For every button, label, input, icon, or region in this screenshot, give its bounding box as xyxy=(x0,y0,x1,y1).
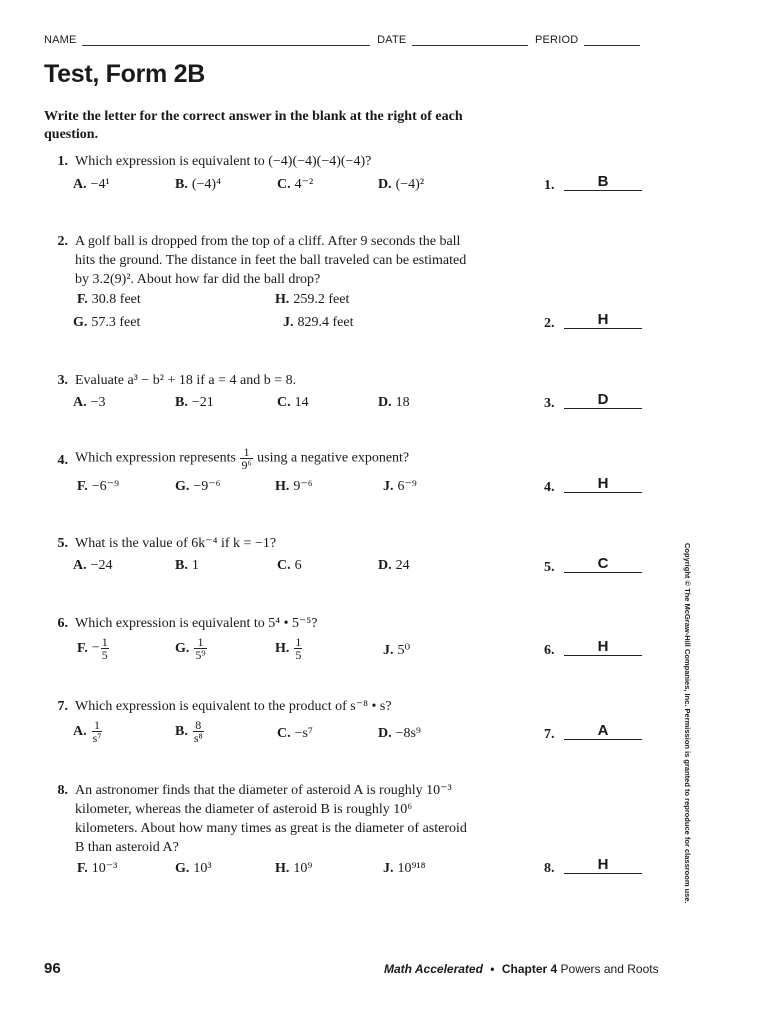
question-7 xyxy=(44,697,484,749)
answer-blank-4[interactable]: 4. H xyxy=(544,472,654,496)
option-d: D. (−4)² xyxy=(378,177,425,192)
question-text: Which expression is equivalent to (−4)(−4)(−4)(−4)? xyxy=(75,154,372,169)
question-text: Which expression is equivalent to the product of s⁻⁸ • s? xyxy=(75,699,392,714)
option-g: G. 57.3 feet xyxy=(73,315,141,330)
date-field[interactable] xyxy=(412,34,528,46)
question-number: 7. xyxy=(57,699,68,714)
question-1 xyxy=(44,152,484,192)
question-5 xyxy=(44,534,484,574)
question-text: Which expression is equivalent to 5⁴ • 5⁻⁵? xyxy=(75,616,318,631)
option-c: C. 4⁻² xyxy=(277,177,314,192)
option-b: B. (−4)⁴ xyxy=(175,177,221,192)
period-field[interactable] xyxy=(584,34,640,46)
book-title: Math Accelerated xyxy=(384,962,483,976)
instructions: Write the letter for the correct answer in the blank at the right of each question. xyxy=(44,109,463,142)
option-f: F. −6⁻⁹ xyxy=(77,479,119,494)
option-c: C. 6 xyxy=(277,558,302,573)
answer-value: H xyxy=(597,638,609,655)
name-label: NAME xyxy=(44,34,77,46)
page-number: 96 xyxy=(44,960,61,977)
question-text: Which expression represents $\frac{1}{\text{9⁶}}$ using a negative exponent? xyxy=(75,445,410,472)
option-j: J. 6⁻⁹ xyxy=(383,479,417,494)
option-c: C. −s⁷ xyxy=(277,726,313,741)
option-h: H. 259.2 feet xyxy=(275,292,350,307)
option-d: D. −8s⁹ xyxy=(378,726,421,741)
question-6 xyxy=(44,614,484,666)
footer-bullet: • xyxy=(490,962,495,976)
option-h: H. 10⁹ xyxy=(275,861,313,876)
student-info-header xyxy=(44,34,644,46)
question-number: 1. xyxy=(57,154,68,169)
question-8 xyxy=(44,781,484,881)
question-4 xyxy=(44,446,484,496)
date-label: DATE xyxy=(377,34,407,46)
answer-blank-1[interactable]: 1. B xyxy=(544,170,654,194)
answer-value: H xyxy=(597,311,609,328)
answer-blank-5[interactable]: 5. C xyxy=(544,552,654,576)
answer-blank-2[interactable]: 2. H xyxy=(544,308,654,332)
fraction: $\frac{1}{\text{9⁶}}$ xyxy=(241,445,252,472)
option-c: C. 14 xyxy=(277,395,309,410)
copyright-notice: Copyright © The McGraw-Hill Companies, Inc. Permission is granted to reproduce for classroom use. xyxy=(683,543,692,904)
footer-chapter-info xyxy=(384,962,659,976)
answer-blank-7[interactable]: 7. A xyxy=(544,719,654,743)
answer-blank-6[interactable]: 6. H xyxy=(544,635,654,659)
option-g: G. 10³ xyxy=(175,861,212,876)
question-number: 5. xyxy=(57,536,68,551)
period-label: PERIOD xyxy=(534,34,579,46)
option-a: A. −3 xyxy=(73,395,106,410)
option-b: B. 1 xyxy=(175,558,199,573)
page-title: Test, Form 2B xyxy=(44,60,205,88)
question-text: An astronomer finds that the diameter of asteroid A is roughly 10⁻³ kilometer, whereas the diameter of asteroid B is roughly 10⁶ kilometers. About how many times as great is the diameter of asteroid B than asteroid A? xyxy=(75,783,467,855)
chapter-title: Powers and Roots xyxy=(560,962,659,976)
answer-value: C xyxy=(597,555,609,572)
question-number: 8. xyxy=(57,783,68,798)
question-3 xyxy=(44,371,484,411)
option-f: F. 30.8 feet xyxy=(77,292,141,307)
question-text: A golf ball is dropped from the top of a cliff. After 9 seconds the ball hits the ground. The distance in feet the ball traveled can be estimated by 3.2(9)². About how far did the ball drop? xyxy=(75,234,467,287)
option-d: D. 24 xyxy=(378,558,410,573)
question-number: 4. xyxy=(57,453,68,468)
option-b: B. $\frac{8}{\text{s⁸}}$ xyxy=(175,718,203,745)
option-j: J. 829.4 feet xyxy=(283,315,354,330)
question-2 xyxy=(44,232,484,332)
answer-value: A xyxy=(597,722,609,739)
answer-value: D xyxy=(597,391,609,408)
option-g: G. −9⁻⁶ xyxy=(175,479,221,494)
option-f: F. − $\frac{1}{5}$ xyxy=(77,635,108,662)
answer-value: H xyxy=(597,856,609,873)
option-h: H. 9⁻⁶ xyxy=(275,479,313,494)
option-j: J. 5⁰ xyxy=(383,643,411,658)
question-number: 6. xyxy=(57,616,68,631)
option-f: F. 10⁻³ xyxy=(77,861,118,876)
name-field[interactable] xyxy=(82,34,370,46)
answer-value: B xyxy=(597,173,609,190)
option-j: J. 10⁹¹⁸ xyxy=(383,861,426,876)
option-a: A. −24 xyxy=(73,558,113,573)
answer-value: H xyxy=(597,475,609,492)
option-b: B. −21 xyxy=(175,395,214,410)
question-text: Evaluate a³ − b² + 18 if a = 4 and b = 8. xyxy=(75,373,297,388)
option-a: A. $\frac{1}{\text{s⁷}}$ xyxy=(73,718,102,745)
option-g: G. $\frac{1}{\text{5⁹}}$ xyxy=(175,635,206,662)
question-text: What is the value of 6k⁻⁴ if k = −1? xyxy=(75,536,277,551)
question-number: 3. xyxy=(57,373,68,388)
question-number: 2. xyxy=(57,234,68,249)
answer-blank-3[interactable]: 3. D xyxy=(544,388,654,412)
option-h: H. $\frac{1}{5}$ xyxy=(275,635,302,662)
chapter-label: Chapter 4 xyxy=(501,962,558,976)
option-d: D. 18 xyxy=(378,395,410,410)
option-a: A. −4¹ xyxy=(73,177,110,192)
answer-blank-8[interactable]: 8. H xyxy=(544,853,654,877)
